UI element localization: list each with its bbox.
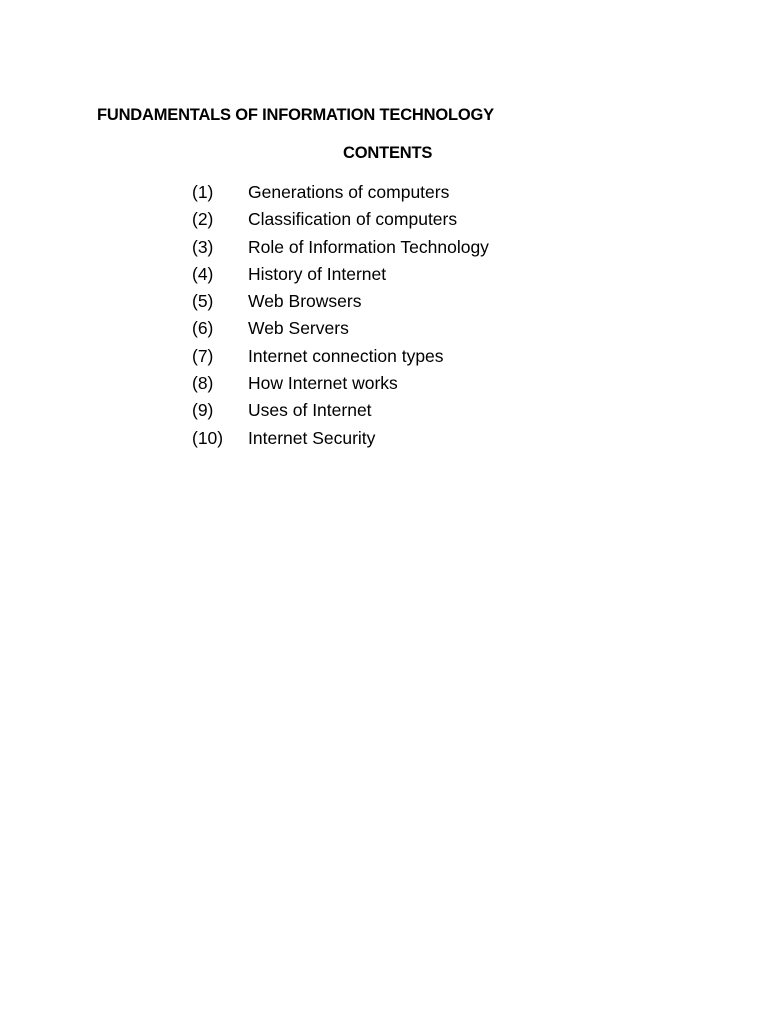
toc-item-label: How Internet works xyxy=(248,373,398,394)
toc-item-number: (8) xyxy=(192,373,214,394)
toc-item-label: Role of Information Technology xyxy=(248,236,489,257)
toc-item-7 xyxy=(192,344,489,371)
toc-item-5 xyxy=(192,289,489,316)
toc-item-label: Web Servers xyxy=(248,318,349,339)
toc-item-number: (6) xyxy=(192,318,214,339)
toc-item-label: History of Internet xyxy=(248,263,387,284)
toc-item-number: (2) xyxy=(192,209,214,230)
toc-item-label: Uses of Internet xyxy=(248,400,372,421)
toc-item-number: (7) xyxy=(192,345,214,366)
toc-item-8 xyxy=(192,371,489,398)
toc-item-4 xyxy=(192,262,489,289)
toc-item-10 xyxy=(192,426,489,453)
toc-item-number: (1) xyxy=(192,182,214,202)
toc-item-number: (3) xyxy=(192,236,214,257)
toc-item-2 xyxy=(192,207,489,234)
toc-item-number: (9) xyxy=(192,400,214,421)
toc-item-number: (4) xyxy=(192,263,214,284)
toc-item-label: Web Browsers xyxy=(248,291,362,312)
toc-item-label: Classification of computers xyxy=(248,209,458,230)
toc-item-number: (5) xyxy=(192,291,214,312)
contents-heading: CONTENTS xyxy=(343,144,433,162)
table-of-contents xyxy=(192,180,489,453)
toc-item-9 xyxy=(192,398,489,425)
toc-item-1 xyxy=(192,180,489,207)
toc-item-label: Internet Security xyxy=(248,427,376,448)
toc-item-label: Internet connection types xyxy=(248,345,444,366)
toc-item-3 xyxy=(192,235,489,262)
toc-item-number: (10) xyxy=(192,427,224,448)
toc-item-6 xyxy=(192,316,489,343)
document-title: FUNDAMENTALS OF INFORMATION TECHNOLOGY xyxy=(97,106,494,124)
toc-item-label: Generations of computers xyxy=(248,182,450,202)
